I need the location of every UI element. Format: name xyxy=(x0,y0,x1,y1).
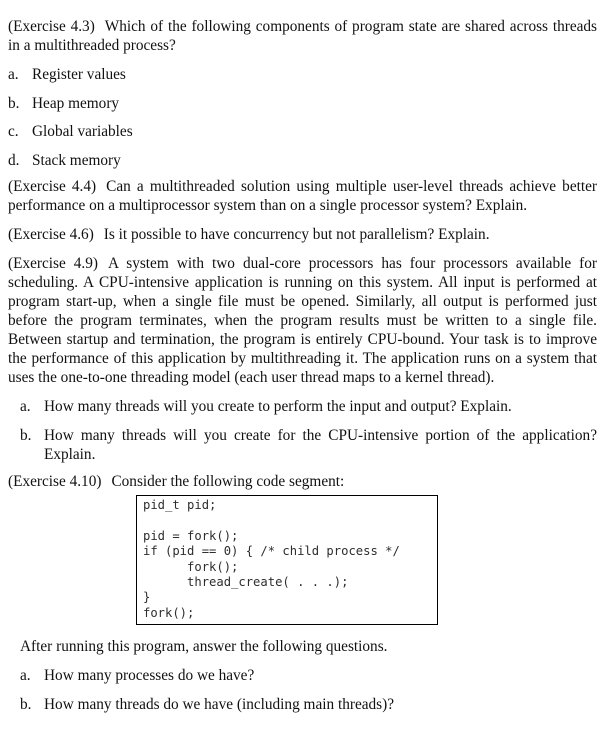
exercise-4-3-options xyxy=(8,65,597,177)
option-letter: c. xyxy=(8,123,19,140)
option-item xyxy=(8,65,597,94)
exercise-4-6-label: (Exercise 4.6) xyxy=(8,225,94,243)
exercise-4-9-options xyxy=(8,397,597,464)
exercise-4-4-label: (Exercise 4.4) xyxy=(8,177,97,195)
option-text: How many threads will you create for the CPU-intensive portion of the application? Explain. xyxy=(44,426,597,463)
code-line: fork(); xyxy=(143,605,195,620)
after-code-text: After running this program, answer the following questions. xyxy=(20,638,388,655)
option-item xyxy=(8,397,597,416)
code-line: thread_create( . . .); xyxy=(143,575,349,590)
exercise-4-3-text: Which of the following components of program state are shared across threads in a multithreaded process? xyxy=(8,18,597,54)
code-block xyxy=(136,495,438,625)
option-letter: a. xyxy=(8,66,19,83)
option-text: How many processes do we have? xyxy=(44,667,255,684)
option-item xyxy=(12,666,592,685)
option-item xyxy=(12,695,592,714)
option-letter: b. xyxy=(8,94,20,112)
after-code-section xyxy=(12,637,592,714)
option-letter: a. xyxy=(20,397,31,415)
document-page xyxy=(8,17,597,491)
exercise-4-9-text: A system with two dual-core processors has four processors available for scheduling. A CPU-intensive application is running on this system. All input is performed at program start-up, when a single file must be opened. Similarly, all output is performed just before the program terminates, when the program results must be written to a single file. Between startup and termination, the program is entirely CPU-bound. Your task is to improve the performance of this application by multithreading it. The application runs on a system that uses the one-to-one threading model (each user thread maps to a kernel thread). xyxy=(8,254,598,386)
option-letter: a. xyxy=(20,667,31,684)
exercise-4-3-question xyxy=(8,17,597,55)
option-letter: d. xyxy=(8,151,20,169)
option-text: Register values xyxy=(32,66,126,83)
option-item xyxy=(8,426,597,464)
option-item xyxy=(8,151,597,177)
option-letter: b. xyxy=(20,696,32,713)
code-line: fork(); xyxy=(143,559,239,574)
exercise-4-10-label: (Exercise 4.10) xyxy=(8,472,102,490)
option-text: How many threads will you create to perform the input and output? Explain. xyxy=(44,397,512,415)
code-line xyxy=(143,513,437,528)
option-text: Global variables xyxy=(32,123,133,140)
option-text: Heap memory xyxy=(32,94,120,112)
code-line: } xyxy=(143,590,151,605)
exercise-4-4-text: Can a multithreaded solution using multiple user-level threads achieve better performance on a multiprocessor system than on a single processor system? Explain. xyxy=(8,177,597,214)
option-letter: b. xyxy=(20,426,32,444)
code-line: pid_t pid; xyxy=(143,498,217,512)
option-text: How many threads do we have (including main threads)? xyxy=(44,696,395,713)
exercise-4-9-label: (Exercise 4.9) xyxy=(8,254,99,272)
exercise-4-6-question xyxy=(8,225,597,244)
code-line: if (pid == 0) { /* child process */ xyxy=(143,544,400,559)
exercise-4-6-text: Is it possible to have concurrency but not parallelism? Explain. xyxy=(103,225,490,243)
option-item xyxy=(8,94,597,123)
option-item xyxy=(8,122,597,151)
option-text: Stack memory xyxy=(32,151,121,169)
exercise-4-3-label: (Exercise 4.3) xyxy=(8,18,95,35)
exercise-4-10-question xyxy=(8,472,597,491)
exercise-4-9-question xyxy=(8,254,597,387)
exercise-4-10-text: Consider the following code segment: xyxy=(111,472,345,490)
exercise-4-4-question xyxy=(8,177,597,215)
code-line: pid = fork(); xyxy=(143,528,239,543)
